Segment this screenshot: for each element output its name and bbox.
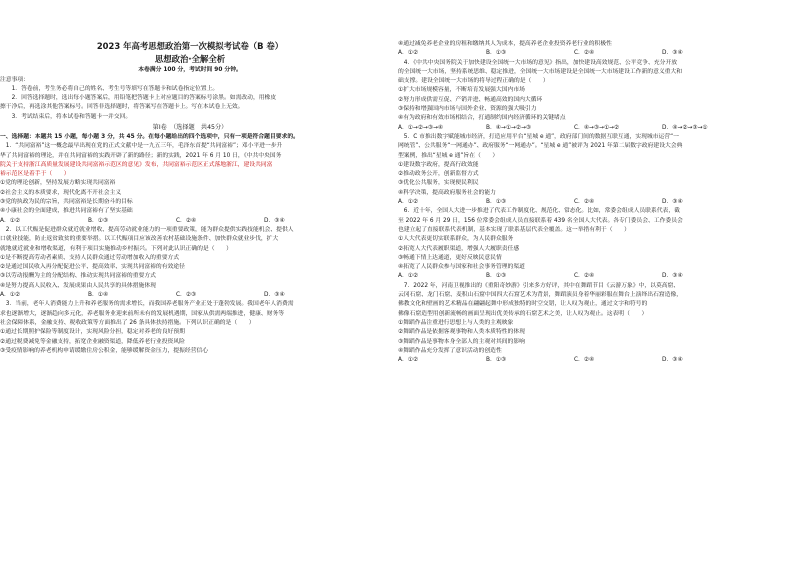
answer-option: C．②④ [574,273,595,280]
answer-options [398,356,778,365]
answer-option: A．①② [0,292,21,299]
right-column [398,40,778,365]
text-line: 裕示范区是着手于（ ） [0,171,70,178]
answer-option: C．④→③→①→② [574,124,620,131]
text-line: 佛教文化和壁画的艺术精品在翩翩起舞中形成独特的时空交错，让人叹为观止，通过文字和符号的 [398,301,648,308]
text-line: ④科学决策，提高政府服务社会的能力 [398,189,496,196]
text-line: 思想政治·全解全析 [154,54,226,64]
text-line: 4．《中共中央国务院关于加快建设全国统一大市场的意见》指出，加快建设高效规范、公平竞争、充分开放 [398,59,678,66]
text-line: 擦干净后，再选涂其他答案标号。回答非选择题时，将答案写在答题卡上。写在本试卷上无效。 [0,104,244,111]
text-line: ①建设数字政府，提高行政效能 [398,161,479,168]
text-line: 社会保障体系，金融支持、税收政策等方面推出了 26 条具体扶持措施。下列认识正确的是（ ） [0,319,255,326]
text-line: ④小康社会的全面建成，推进共同富裕有了坚实基础 [0,208,133,215]
answer-options [398,198,778,207]
text-line: 7．2022 年，河南卫视推出的《重阳奇妙游》引来多方好评，其中在舞蹈节目《云游万象》中，以莫高窟、 [398,282,680,289]
text-line: 至 2022 年 6 月 29 日，156 位常委会组成人员直接联系着 439 名全国人大代表。各专门委员会、工作委员会 [398,217,683,224]
answer-option: A．①② [398,357,419,364]
text-line: ③党的执政为民的宗旨，共同富裕是长期奋斗的目标 [0,199,133,206]
answer-options [0,217,380,226]
text-line: 2．以工代赈是促进群众就近就业增收、提高劳动就业能力的一项重要政策，能为群众提供实践技能机会、提供人 [0,226,294,233]
answer-option: D．③④ [662,357,683,364]
text-line: ②拓宽人大代表履职渠道，增强人大履职责任感 [398,245,520,252]
answer-option: A．①② [398,199,419,206]
answer-option: C．②④ [176,217,197,224]
answer-option: D．③④ [662,273,683,280]
text-line: 3．考试结束后，将本试卷和答题卡一并交回。 [0,113,132,120]
text-line: ③畅通下情上达通道，更好反映民意民情 [398,254,502,261]
text-line: ②社会主义的本质要求，现代化离不开社会主义 [0,189,122,196]
text-line: ①通过长期照护保险等制度设计，实现风险分担，稳定对养老的良好预期 [0,329,185,336]
text-line: 础支撑。建设全国统一大市场的将导过程正确的是（ ） [398,78,549,85]
text-line: 口就业技能，防止返贫致贫的重要举措。以工代赈项目应该改善农村基础设施条件、加快群众就业步伐，扩大 [0,236,279,243]
answer-option: C．②④ [574,199,595,206]
answer-option: D．③④ [264,217,285,224]
answer-option: A．①② [0,217,21,224]
answer-option: A．①② [398,50,419,57]
text-line: ③保持和增强国内市场与国外企业、资源的强大吸引力 [398,106,537,113]
text-line: 2．回答选择题时，选出每小题答案后，用铅笔把答题卡上对应题目的答案标号涂黑。如需改动，用橡皮 [0,95,277,102]
text-line: ④是努力提高人民收入、发展成果由人民共享的具体措施体现 [0,282,156,289]
answer-option: B．①③ [486,50,507,57]
text-line: 的全国统一大市场，坚持系统思维、稳定推进，全国统一大市场建设是全国统一大市场建设工作新的意义重大和 [398,68,683,75]
text-line: ①人大代表更切实联系群众，为人民群众服务 [398,236,514,243]
text-line: ③优化公共服务，实现便民利民 [398,180,479,187]
text-line: ②是通过国民收入再分配促进公平、提高效率、实现共同富裕的有效途径 [0,264,185,271]
text-line: ①舞蹈作品注重进行思想上与人类的主观映象 [398,319,514,326]
answer-option: B．①③ [88,217,109,224]
text-line: ④拓宽了人民群众参与国家和社会事务管理的渠道 [398,264,525,271]
answer-option: A．①② [398,273,419,280]
text-line: ②推动政务公开，创新监督方式 [398,171,479,178]
text-line: 佛像石窟造型用创新流畅的画面呈现出优美传承的石窟艺术之美，让人叹为观止。这表明（ ） [398,310,648,317]
text-line: 第Ⅰ卷 （选择题 共45分） [152,123,228,131]
answer-option: B．④→①→②→③ [486,124,532,131]
answer-option: D．③④ [264,292,285,299]
text-line: ①党的理论创新，坚持发展方略实现共同富裕 [0,180,116,187]
text-line: ③受疫情影响的养老机构申请缓缴住房公积金，能够缓解资金压力，提振经营信心 [0,347,209,354]
text-line: 1．答卷前，考生务必将自己的姓名、考生号等填写在答题卡和试卷指定位置上。 [0,85,219,92]
answer-option: C．②④ [574,357,595,364]
text-line: 型案例，推出“星城 e 通”旨在（ ） [398,152,499,159]
text-line: ②通过税费减免等金融支持，拓宽企业融资渠道，降低养老行业投资风险 [0,338,185,345]
answer-options [398,272,778,281]
answer-option: D．③④ [662,50,683,57]
text-line: 也建立起了直接联系代表机制，基本实现了联系基层代表全覆盖。这一举措有利于（ ） [398,226,630,233]
text-line: 本卷满分 100 分，考试时间 90 分钟。 [138,67,242,73]
text-line: 院关于支持浙江高质量发展建设共同富裕示范区的意见》发布，共同富裕示范区正式落地浙江，建设共同富 [0,161,273,168]
answer-option: C．②③ [176,292,197,299]
text-line: 1．“共同富裕”这一概念最早出现在党的正式文献中是一九五三年，毛泽东首提“共同富裕”；邓小平进一步升 [0,143,283,150]
text-line: 6．近十年，全国人大进一步推进了代表工作制度化、规范化、常态化。比如，常委会组成人员联系代表，截 [398,208,680,215]
answer-option: B．①③ [486,273,507,280]
answer-option: B．①③ [486,199,507,206]
text-line: ④有为政府和有效市场相结合，打通制约国内经济循环的关键堵点 [398,115,566,122]
answer-option: A．①→②→③→④ [398,124,444,131]
text-line: ③以劳动报酬为主的分配结构、推动实现共同富裕的重要方式 [0,273,156,280]
text-line: 3．当前，老年人消费能力上升和养老服务的需求增长，而我国养老服务产业正处于蓬勃发展。我国老年人消费需 [0,301,294,308]
text-line: ②努力形成供需互促、产销并进、畅通高效的国内大循环 [398,96,543,103]
answer-options [398,49,778,58]
text-line: ④通过减免养老企业的房租和缴纳其人为成本，提高养老企业投资养老行业的积极性 [398,41,612,47]
text-line: 华了共同富裕的理论，并在共同富裕的实践开辟了新的路径；新的实践，2021 年 6 月 10 日，《中共中央国务 [0,152,282,159]
text-line: 5．C 市推出数字赋能城市经济，打造应用平台“星城 e 通”，政府部门间的数据互联互通，实现城市运营“一 [398,133,679,140]
text-line: 网统管”、公共服务“一网通办”、政府服务“一网通办”。“星城 e 通”被评为 2021 年第二届数字政府建设大会典 [398,143,683,150]
answer-option: B．①④ [88,292,109,299]
text-line: ①是不断提高劳动者素质、支持人民群众通过劳动增加收入的重要方式 [0,254,180,261]
answer-option: C．②④ [574,50,595,57]
text-line: ③舞蹈作品是事物本身全部人的主观对其间的影响 [398,338,525,345]
text-line: 2023 年高考思想政治第一次模拟考试卷（B 卷） [96,41,284,51]
text-line: 云冈石窟、龙门石窟、麦积山石窟中国四大石窟艺术为背景，舞蹈演员身着华丽彩服在舞台上演绎出石窟造像， [398,292,683,299]
text-line: ④舞蹈作品充分发挥了意识活动的创造性 [398,347,502,354]
text-line: ①扩大市场规模容量，不断培育发展强大国内市场 [398,87,525,94]
answer-options [398,124,778,133]
answer-option: D．③④ [662,199,683,206]
text-line: 就地就近就业和增收渠道，有利于项目实施推动乡村振兴。下列对此认识正确的是（ ） [0,245,232,252]
answer-option: B．①③ [486,357,507,364]
answer-option: D．④→②→③→① [662,124,708,131]
text-line: 一、选择题：本题共 15 小题，每小题 3 分，共 45 分。在每小题给出的四个选项中，只有一项是符合题目要求的。 [0,133,299,140]
left-column [0,40,380,356]
answer-options [0,291,380,300]
text-line: ②舞蹈作品是依据客观事物和人类本质特性的体现 [398,329,525,336]
text-line: 求也逐渐增大，逐渐趋向多元化，养老服务业迎来前所未有的发展机遇期，国家从供需两端推进，健康、财务等 [0,310,285,317]
text-line: 注意事项： [0,76,29,83]
